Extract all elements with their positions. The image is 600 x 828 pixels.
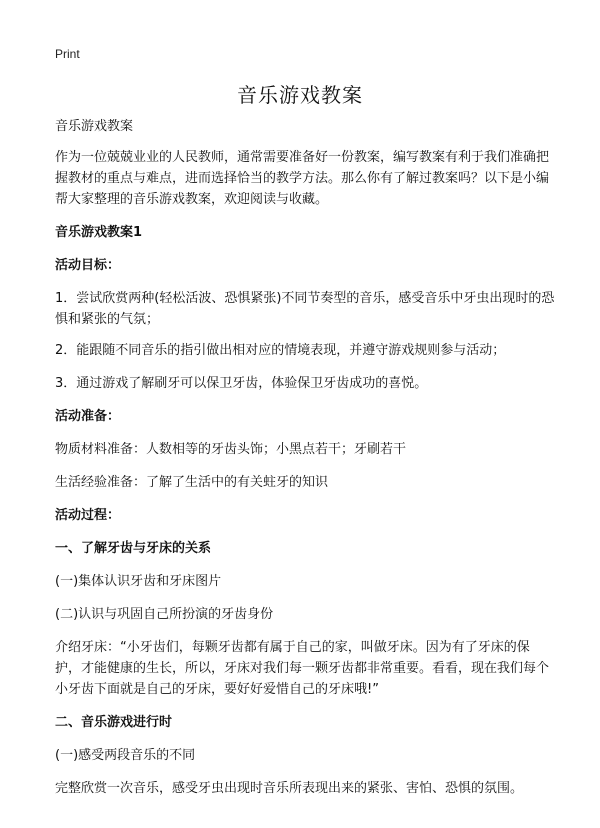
section-heading: 音乐游戏教案1 [55,225,143,240]
document-body [55,116,555,799]
step-heading: 二、音乐游戏进行时 [55,715,173,730]
goals-heading: 活动目标： [55,258,121,273]
step-subitem: (二)认识与巩固自己所扮演的牙齿身份 [55,607,274,622]
step-subitem: (一)感受两段音乐的不同 [55,748,196,763]
goal-item: 2．能跟随不同音乐的指引做出相对应的情境表现，并遵守游戏规则参与活动； [55,343,506,358]
prep-item: 物质材料准备：人数相等的牙齿头饰；小黑点若干；牙刷若干 [55,442,407,457]
intro-paragraph: 作为一位兢兢业业的人民教师，通常需要准备好一份教案，编写教案有利于我们准确把握教材的重点与难点，进而选择恰当的教学方法。那么你有了解过教案吗？以下是小编帮大家整理的音乐游戏教案，欢迎阅读与收藏。 [55,150,550,207]
print-link[interactable]: Print [55,47,80,61]
step-subitem: (一)集体认识牙齿和牙床图片 [55,574,222,589]
step-paragraph: 介绍牙床：“小牙齿们，每颗牙齿都有属于自己的家，叫做牙床。因为有了牙床的保护，才能健康的生长，所以，牙床对我们每一颗牙齿都非常重要。看看，现在我们每个小牙齿下面就是自己的牙床，要好好爱惜自己的牙床哦!” [55,640,550,697]
page-title: 音乐游戏教案 [237,83,363,107]
prep-item: 生活经验准备：了解了生活中的有关蛀牙的知识 [55,475,329,490]
goal-item: 1．尝试欣赏两种(轻松活波、恐惧紧张)不同节奏型的音乐，感受音乐中牙虫出现时的恐惧和紧张的气氛； [55,291,555,327]
goal-item: 3．通过游戏了解刷牙可以保卫牙齿，体验保卫牙齿成功的喜悦。 [55,376,428,391]
subtitle: 音乐游戏教案 [55,119,134,134]
step-paragraph: 完整欣赏一次音乐，感受牙虫出现时音乐所表现出来的紧张、害怕、恐惧的氛围。 [55,781,524,796]
process-heading: 活动过程： [55,508,121,523]
step-heading: 一、了解牙齿与牙床的关系 [55,541,212,556]
prep-heading: 活动准备： [55,409,121,424]
